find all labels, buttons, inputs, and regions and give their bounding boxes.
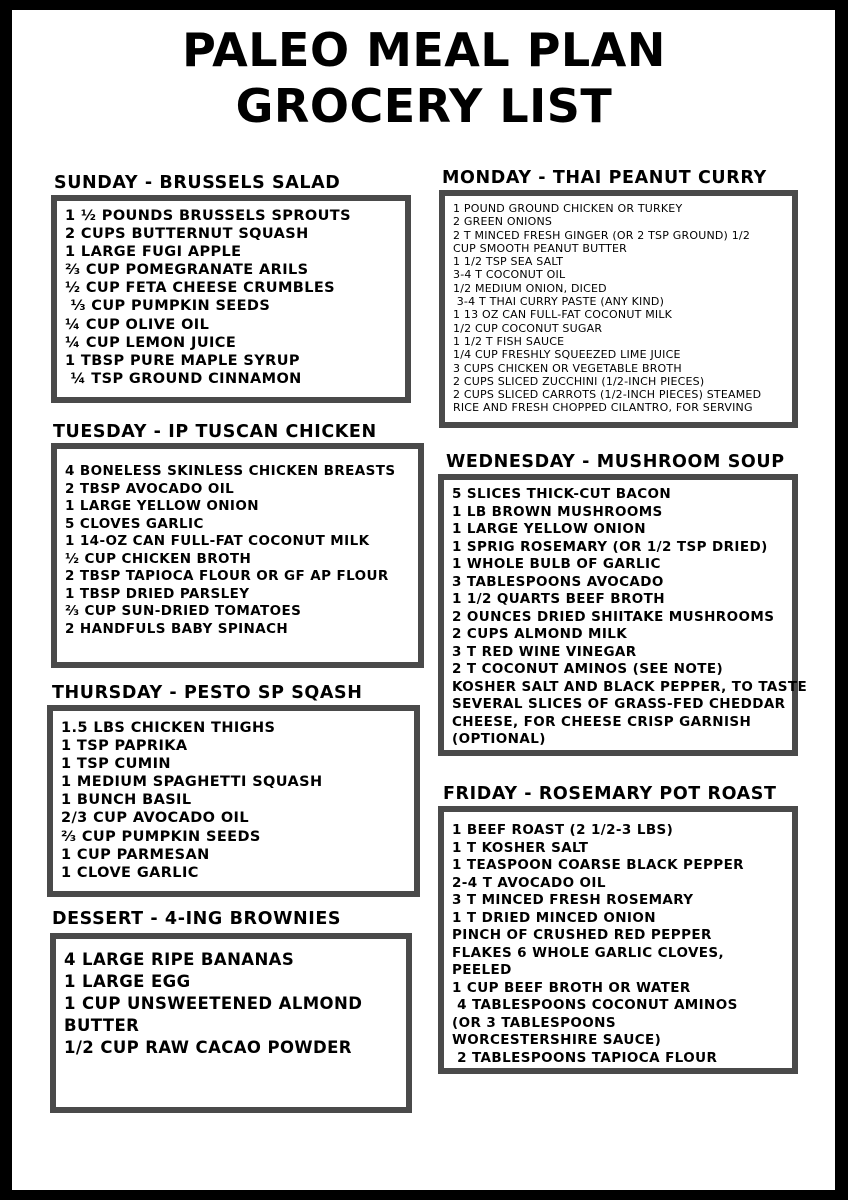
list-item: 2 CUPS ALMOND MILK	[452, 626, 628, 642]
dessert-box	[50, 933, 412, 1113]
monday-box	[439, 190, 798, 428]
list-item: 1 SPRIG ROSEMARY (OR 1/2 TSP DRIED)	[452, 538, 768, 555]
list-item: 1/2 CUP COCONUT SUGAR	[453, 321, 603, 335]
list-item: 2 CUPS BUTTERNUT SQUASH	[65, 226, 309, 243]
list-item: (OPTIONAL)	[452, 731, 546, 747]
friday-list	[452, 822, 784, 1067]
list-item: 3 CUPS CHICKEN OR VEGETABLE BROTH	[453, 361, 682, 375]
list-item: FLAKES 6 WHOLE GARLIC CLOVES,	[452, 944, 725, 961]
list-item: 1 BEEF ROAST (2 1/2-3 LBS)	[452, 822, 674, 838]
list-item: 2 HANDFULS BABY SPINACH	[65, 620, 289, 637]
dessert-title: DESSERT - 4-ING BROWNIES	[52, 909, 342, 929]
list-item: 1 TBSP DRIED PARSLEY	[65, 585, 250, 602]
list-item: 2 T MINCED FRESH GINGER (OR 2 TSP GROUND) 1/2	[453, 228, 751, 242]
list-item: 2 TBSP AVOCADO OIL	[65, 480, 235, 497]
list-item: 1 MEDIUM SPAGHETTI SQUASH	[61, 774, 323, 791]
dessert-list	[64, 949, 398, 1059]
list-item: 1 CUP UNSWEETENED ALMOND	[64, 994, 363, 1013]
list-item: 1 T KOSHER SALT	[452, 839, 589, 856]
list-item: 2/3 CUP AVOCADO OIL	[61, 810, 249, 827]
list-item: 3 T RED WINE VINEGAR	[452, 643, 637, 660]
list-item: 1 CUP PARMESAN	[61, 846, 210, 863]
list-item: PINCH OF CRUSHED RED PEPPER	[452, 927, 712, 943]
tuesday-list	[65, 463, 410, 638]
list-item: 1 LARGE YELLOW ONION	[452, 521, 646, 537]
list-item: 3 TABLESPOONS AVOCADO	[452, 573, 664, 590]
monday-list	[453, 202, 784, 415]
list-item: CHEESE, FOR CHEESE CRISP GARNISH	[452, 713, 752, 730]
list-item: 1 WHOLE BULB OF GARLIC	[452, 556, 661, 572]
list-item: 1 1/2 QUARTS BEEF BROTH	[452, 591, 665, 607]
thursday-box	[47, 705, 420, 897]
list-item: 1/2 MEDIUM ONION, DICED	[453, 281, 607, 295]
list-item: 2 TBSP TAPIOCA FLOUR OR GF AP FLOUR	[65, 568, 389, 584]
list-item: 2-4 T AVOCADO OIL	[452, 874, 606, 891]
list-item: 2 CUPS SLICED ZUCCHINI (1/2-INCH PIECES)	[453, 374, 705, 388]
title-line-1: PALEO MEAL PLAN	[182, 23, 666, 77]
list-item: ½ CUP FETA CHEESE CRUMBLES	[65, 280, 336, 297]
list-item: 1 1/2 T FISH SAUCE	[453, 334, 565, 348]
sunday-box	[51, 195, 411, 403]
list-item: 2 GREEN ONIONS	[453, 215, 553, 229]
list-item: 1 14-OZ CAN FULL-FAT COCONUT MILK	[65, 533, 370, 549]
list-item: 1 LB BROWN MUSHROOMS	[452, 503, 663, 520]
list-item: 2 TABLESPOONS TAPIOCA FLOUR	[452, 1049, 718, 1066]
list-item: 1 LARGE EGG	[64, 972, 191, 991]
list-item: (OR 3 TABLESPOONS	[452, 1014, 616, 1031]
list-item: ¼ CUP LEMON JUICE	[65, 334, 237, 351]
list-item: 4 LARGE RIPE BANANAS	[64, 950, 295, 969]
thursday-title: THURSDAY - PESTO SP SQASH	[52, 683, 363, 703]
page-title	[0, 22, 848, 134]
sunday-list	[65, 207, 397, 388]
list-item: SEVERAL SLICES OF GRASS-FED CHEDDAR	[452, 696, 786, 712]
list-item: 1.5 LBS CHICKEN THIGHS	[61, 720, 276, 736]
wednesday-box	[438, 474, 808, 756]
list-item: ¼ TSP GROUND CINNAMON	[65, 370, 302, 387]
list-item: 1 T DRIED MINCED ONION	[452, 909, 656, 926]
list-item: 1/2 CUP RAW CACAO POWDER	[64, 1038, 352, 1057]
list-item: ⅓ CUP PUMPKIN SEEDS	[65, 298, 271, 315]
list-item: PEELED	[452, 962, 512, 978]
list-item: 3-4 T THAI CURRY PASTE (ANY KIND)	[453, 295, 665, 309]
list-item: 1 TSP CUMIN	[61, 756, 171, 773]
list-item: 1 13 OZ CAN FULL-FAT COCONUT MILK	[453, 308, 673, 322]
list-item: BUTTER	[64, 1016, 140, 1035]
friday-box	[438, 806, 798, 1074]
list-item: 1 1/2 TSP SEA SALT	[453, 255, 564, 269]
list-item: 5 CLOVES GARLIC	[65, 515, 204, 532]
wednesday-title: WEDNESDAY - MUSHROOM SOUP	[446, 452, 785, 472]
list-item: 1 LARGE FUGI APPLE	[65, 244, 242, 261]
list-item: WORCESTERSHIRE SAUCE)	[452, 1032, 662, 1048]
list-item: 1/4 CUP FRESHLY SQUEEZED LIME JUICE	[453, 348, 681, 362]
list-item: ⅔ CUP PUMPKIN SEEDS	[61, 828, 261, 845]
wednesday-list	[452, 486, 808, 749]
list-item: RICE AND FRESH CHOPPED CILANTRO, FOR SERVING	[453, 401, 753, 415]
sunday-title: SUNDAY - BRUSSELS SALAD	[54, 173, 341, 193]
list-item: 1 CUP BEEF BROTH OR WATER	[452, 979, 691, 996]
thursday-list	[61, 719, 406, 882]
list-item: 4 TABLESPOONS COCONUT AMINOS	[452, 997, 738, 1013]
list-item: 1 TEASPOON COARSE BLACK PEPPER	[452, 857, 744, 873]
tuesday-title: TUESDAY - IP TUSCAN CHICKEN	[53, 422, 377, 442]
list-item: 3 T MINCED FRESH ROSEMARY	[452, 892, 694, 908]
list-item: ½ CUP CHICKEN BROTH	[65, 550, 252, 567]
title-line-2: GROCERY LIST	[235, 79, 613, 133]
list-item: ⅔ CUP SUN-DRIED TOMATOES	[65, 603, 302, 619]
tuesday-box	[51, 443, 424, 668]
list-item: ¼ CUP OLIVE OIL	[65, 316, 210, 333]
list-item: ⅔ CUP POMEGRANATE ARILS	[65, 262, 309, 279]
list-item: 5 SLICES THICK-CUT BACON	[452, 486, 672, 502]
list-item: 1 TBSP PURE MAPLE SYRUP	[65, 352, 300, 369]
list-item: 3-4 T COCONUT OIL	[453, 268, 566, 282]
list-item: 2 T COCONUT AMINOS (SEE NOTE)	[452, 661, 724, 677]
list-item: 2 CUPS SLICED CARROTS (1/2-INCH PIECES) STEAMED	[453, 388, 762, 402]
list-item: 4 BONELESS SKINLESS CHICKEN BREASTS	[65, 463, 396, 479]
list-item: 1 ½ POUNDS BRUSSELS SPROUTS	[65, 208, 351, 224]
list-item: 2 OUNCES DRIED SHIITAKE MUSHROOMS	[452, 608, 775, 625]
list-item: 1 LARGE YELLOW ONION	[65, 498, 259, 514]
list-item: 1 TSP PAPRIKA	[61, 738, 188, 755]
monday-title: MONDAY - THAI PEANUT CURRY	[442, 168, 767, 188]
list-item: CUP SMOOTH PEANUT BUTTER	[453, 241, 627, 255]
friday-title: FRIDAY - ROSEMARY POT ROAST	[443, 784, 777, 804]
list-item: 1 POUND GROUND CHICKEN OR TURKEY	[453, 202, 683, 215]
list-item: KOSHER SALT AND BLACK PEPPER, TO TASTE	[452, 678, 808, 695]
list-item: 1 BUNCH BASIL	[61, 792, 192, 809]
list-item: 1 CLOVE GARLIC	[61, 864, 199, 881]
